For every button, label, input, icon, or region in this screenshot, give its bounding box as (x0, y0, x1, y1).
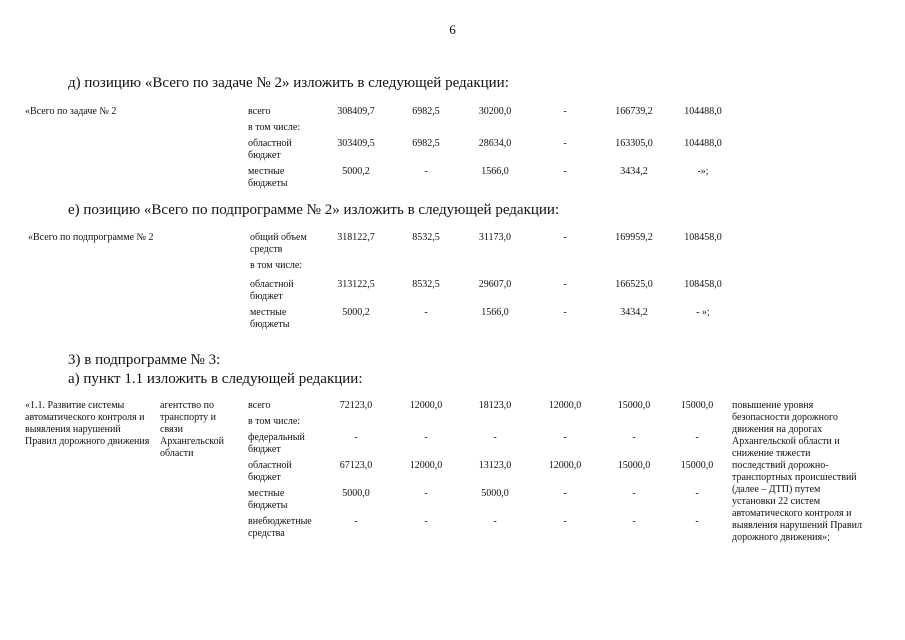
value-cell: 5000,0 (342, 488, 370, 499)
value-cell: 108458,0 (684, 232, 722, 243)
value-cell: 31173,0 (478, 232, 512, 243)
value-cell: - (563, 307, 567, 318)
value-cell: 12000,0 (548, 460, 582, 471)
value-cell: 13123,0 (478, 460, 512, 471)
item-1-1-name: «1.1. Развитие системы автоматического контроля и выявления нарушений Правил дорожного движения (25, 400, 150, 447)
row-label: областной бюджет (248, 138, 292, 161)
value-cell: - (695, 488, 699, 499)
value-cell: 108458,0 (684, 279, 722, 290)
value-cell: 318122,7 (337, 232, 375, 243)
value-cell: - (493, 432, 497, 443)
value-cell: 15000,0 (680, 460, 714, 471)
value-cell: 67123,0 (339, 460, 373, 471)
value-cell: 12000,0 (548, 400, 582, 411)
value-cell: 313122,5 (337, 279, 375, 290)
row-label: в том числе: (248, 416, 301, 427)
page-number: 6 (449, 22, 456, 37)
value-cell: -»; (697, 166, 709, 177)
row-label: внебюджетные средства (248, 516, 312, 539)
value-cell: - (354, 516, 358, 527)
row-label: федеральный бюджет (248, 432, 305, 455)
value-cell: - (424, 432, 428, 443)
value-cell: 104488,0 (684, 106, 722, 117)
value-cell: 166525,0 (615, 279, 653, 290)
value-cell: 6982,5 (412, 106, 440, 117)
row-label: местные бюджеты (248, 166, 288, 189)
row-label: областной бюджет (250, 279, 294, 302)
value-cell: 18123,0 (478, 400, 512, 411)
row-label: местные бюджеты (250, 307, 290, 330)
value-cell: 8532,5 (412, 279, 440, 290)
value-cell: 8532,5 (412, 232, 440, 243)
section-e-name: «Всего по подпрограмме № 2 (28, 232, 154, 243)
section-e-heading: е) позицию «Всего по подпрограмме № 2» изложить в следующей редакции: (68, 202, 560, 218)
value-cell: 1566,0 (481, 307, 509, 318)
value-cell: 12000,0 (409, 400, 443, 411)
item-1-1-result: повышение уровня безопасности дорожного движения на дорогах Архангельской области и снижение тяжести последствий дорожно-транспортных происшествий (далее – ДТП) путем установки 22 систем автоматического контроля и выявления нарушений Правил дорожного движения»; (732, 400, 862, 543)
value-cell: - (563, 516, 567, 527)
value-cell: 166739,2 (615, 106, 653, 117)
value-cell: - (632, 516, 636, 527)
value-cell: - (354, 432, 358, 443)
value-cell: 5000,0 (481, 488, 509, 499)
value-cell: - (632, 432, 636, 443)
row-label: общий объем средств (250, 232, 307, 255)
value-cell: - (695, 432, 699, 443)
item-1-1-executor: агентство по транспорту и связи Архангельской области (160, 400, 224, 459)
value-cell: 104488,0 (684, 138, 722, 149)
value-cell: 5000,2 (342, 166, 370, 177)
value-cell: 3434,2 (620, 166, 648, 177)
value-cell: 169959,2 (615, 232, 653, 243)
value-cell: 303409,5 (337, 138, 375, 149)
value-cell: - »; (696, 307, 710, 318)
value-cell: - (563, 166, 567, 177)
value-cell: 15000,0 (680, 400, 714, 411)
value-cell: 163305,0 (615, 138, 653, 149)
value-cell: 29607,0 (478, 279, 512, 290)
value-cell: - (695, 516, 699, 527)
value-cell: 30200,0 (478, 106, 512, 117)
value-cell: 72123,0 (339, 400, 373, 411)
value-cell: 15000,0 (617, 400, 651, 411)
row-label: в том числе: (250, 260, 303, 271)
section-3-heading: 3) в подпрограмме № 3: (68, 352, 221, 368)
value-cell: - (424, 166, 428, 177)
value-cell: - (424, 488, 428, 499)
value-cell: 1566,0 (481, 166, 509, 177)
row-label: в том числе: (248, 122, 301, 133)
value-cell: 308409,7 (337, 106, 375, 117)
value-cell: 28634,0 (478, 138, 512, 149)
value-cell: - (563, 106, 567, 117)
value-cell: - (493, 516, 497, 527)
value-cell: - (424, 307, 428, 318)
value-cell: - (563, 279, 567, 290)
row-label: всего (248, 106, 271, 117)
value-cell: - (563, 232, 567, 243)
value-cell: - (563, 138, 567, 149)
section-3-subheading: а) пункт 1.1 изложить в следующей редакции: (68, 371, 363, 387)
value-cell: - (563, 432, 567, 443)
value-cell: 12000,0 (409, 460, 443, 471)
value-cell: 3434,2 (620, 307, 648, 318)
row-label: областной бюджет (248, 460, 292, 483)
row-label: всего (248, 400, 271, 411)
value-cell: - (632, 488, 636, 499)
value-cell: 6982,5 (412, 138, 440, 149)
value-cell: 5000,2 (342, 307, 370, 318)
value-cell: 15000,0 (617, 460, 651, 471)
section-d-name: «Всего по задаче № 2 (25, 106, 117, 117)
value-cell: - (563, 488, 567, 499)
section-d-heading: д) позицию «Всего по задаче № 2» изложить в следующей редакции: (68, 75, 509, 91)
row-label: местные бюджеты (248, 488, 288, 511)
value-cell: - (424, 516, 428, 527)
